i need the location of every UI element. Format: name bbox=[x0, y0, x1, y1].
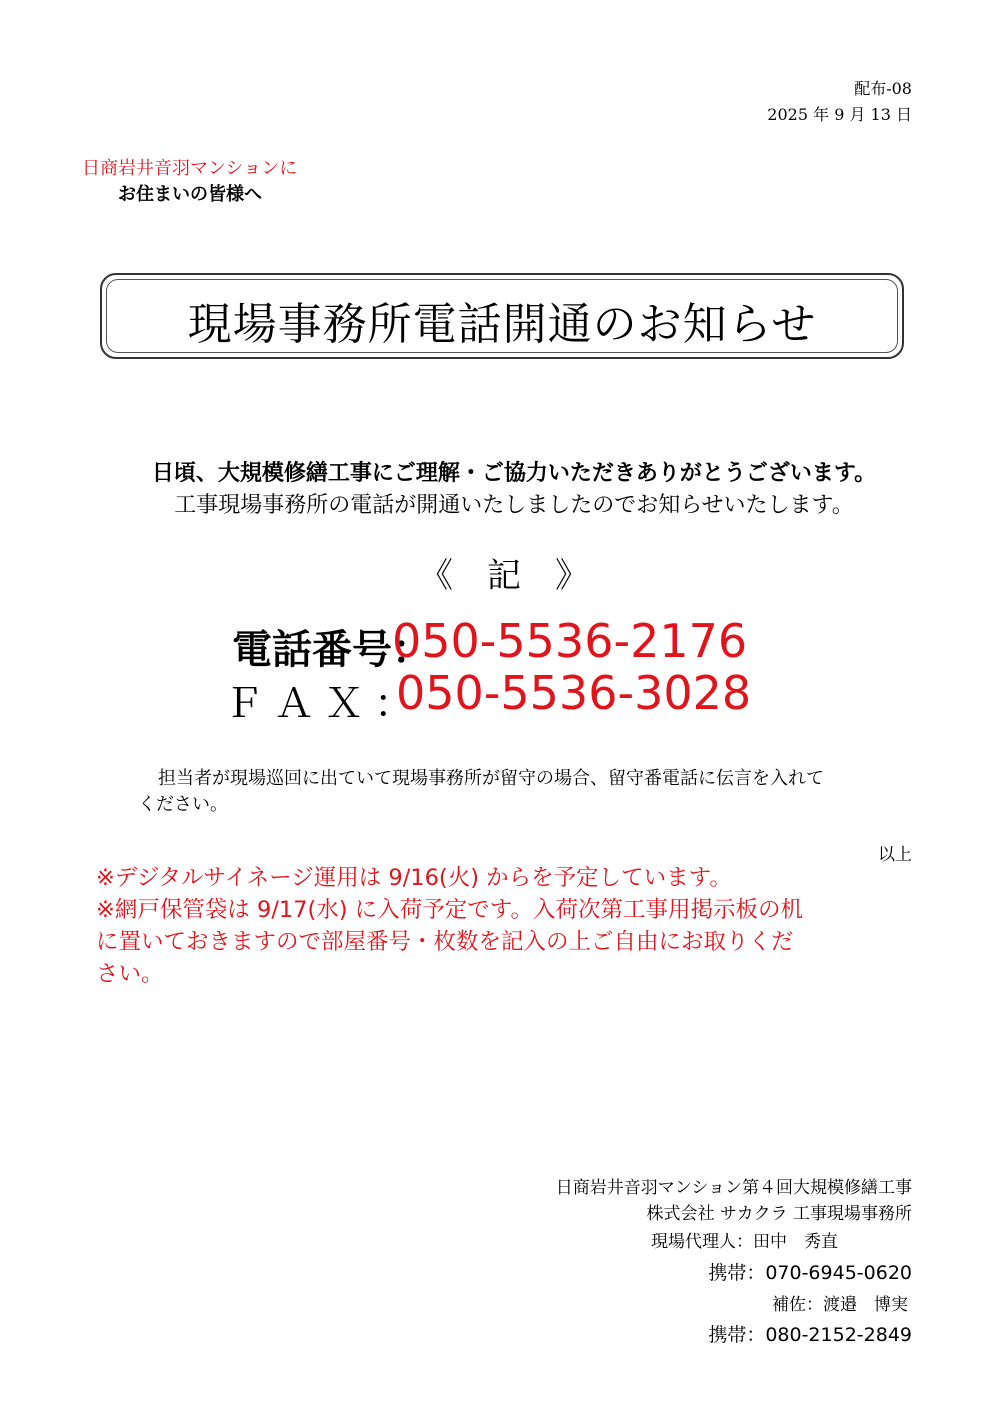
signature-manager-mobile: 携帯：070-6945-0620 bbox=[708, 1262, 912, 1284]
signature-company: 株式会社 サカクラ 工事現場事務所 bbox=[646, 1204, 912, 1224]
signature-assistant-mobile: 携帯：080-2152-2849 bbox=[708, 1324, 912, 1346]
voicemail-note-line-1: 担当者が現場巡回に出ていて現場事務所が留守の場合、留守番電話に伝言を入れて bbox=[158, 768, 824, 789]
red-notice-line: さい。 bbox=[96, 961, 164, 987]
red-notice-line: ※網戸保管袋は 9/17(水) に入荷予定です。入荷次第工事用掲示板の机 bbox=[96, 897, 803, 923]
addressee-building: 日商岩井音羽マンションに bbox=[82, 158, 298, 179]
signature-manager: 現場代理人：田中 秀直 bbox=[651, 1232, 838, 1252]
phone-number: 050-5536-2176 bbox=[392, 614, 748, 668]
closing-mark: 以上 bbox=[878, 845, 912, 865]
red-notice-line: ※デジタルサイネージ運用は 9/16(火) からを予定しています。 bbox=[96, 865, 732, 891]
greeting-line-1: 日頃、大規模修繕工事にご理解・ご協力いただきありがとうございます。 bbox=[151, 461, 877, 486]
greeting-line-2: 工事現場事務所の電話が開通いたしましたのでお知らせいたします。 bbox=[174, 493, 854, 518]
signature-assistant: 補佐：渡邉 博実 bbox=[772, 1295, 908, 1315]
document-number: 配布-08 bbox=[854, 79, 912, 98]
signature-project: 日商岩井音羽マンション第４回大規模修繕工事 bbox=[555, 1178, 912, 1198]
phone-label: 電話番号： bbox=[232, 627, 432, 673]
fax-label: ＦＡＸ： bbox=[224, 681, 424, 727]
fax-number: 050-5536-3028 bbox=[396, 666, 752, 720]
document-date: 2025 年 9 月 13 日 bbox=[767, 105, 912, 124]
addressee-residents: お住まいの皆様へ bbox=[118, 184, 262, 205]
red-notice-line: に置いておきますので部屋番号・枚数を記入の上ご自由にお取りくだ bbox=[96, 929, 794, 955]
page-title: 現場事務所電話開通のお知らせ bbox=[187, 299, 817, 350]
notice-heading: 《 記 》 bbox=[419, 556, 589, 596]
voicemail-note-line-2: ください。 bbox=[138, 794, 228, 815]
red-notice-block bbox=[96, 862, 856, 990]
